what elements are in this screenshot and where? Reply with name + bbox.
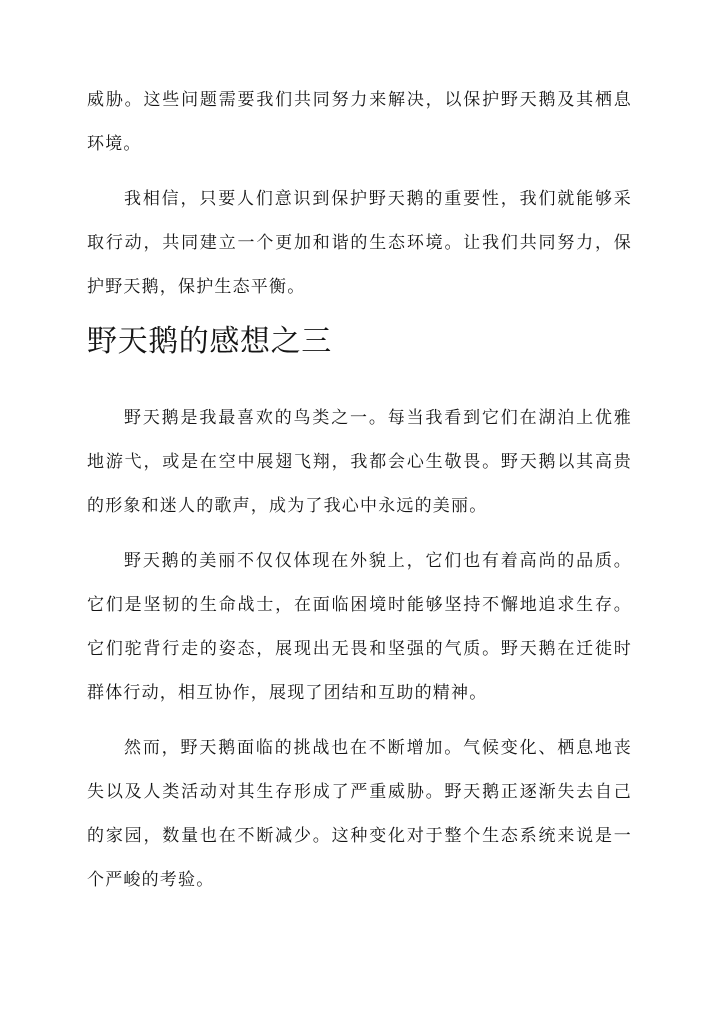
- paragraph: [87, 539, 632, 715]
- text-line: 失以及人类活动对其生存形成了严重威胁。野天鹅正逐渐失去自己: [87, 782, 632, 802]
- text-line: 取行动，共同建立一个更加和谐的生态环境。让我们共同努力，保: [87, 233, 632, 253]
- text-line: 它们是坚韧的生命战士，在面临困境时能够坚持不懈地追求生存。: [87, 595, 632, 615]
- section-heading: 野天鹅的感想之三: [87, 324, 332, 359]
- text-line: 威胁。这些问题需要我们共同努力来解决，以保护野天鹅及其栖息: [87, 90, 632, 110]
- text-line: 我相信，只要人们意识到保护野天鹅的重要性，我们就能够采: [124, 189, 632, 209]
- paragraph: [87, 396, 632, 528]
- text-line: 个严峻的考验。: [87, 870, 215, 890]
- text-line: 野天鹅是我最喜欢的鸟类之一。每当我看到它们在湖泊上优雅: [124, 408, 632, 428]
- paragraph: [87, 726, 632, 902]
- document-page: [87, 78, 632, 913]
- text-line: 然而，野天鹅面临的挑战也在不断增加。气候变化、栖息地丧: [124, 738, 632, 758]
- paragraph: [87, 177, 632, 309]
- text-line: 护野天鹅，保护生态平衡。: [87, 277, 306, 297]
- text-line: 群体行动，相互协作，展现了团结和互助的精神。: [87, 683, 488, 703]
- text-line: 野天鹅的美丽不仅仅体现在外貌上，它们也有着高尚的品质。: [124, 551, 632, 571]
- text-line: 的家园，数量也在不断减少。这种变化对于整个生态系统来说是一: [87, 826, 632, 846]
- text-line: 地游弋，或是在空中展翅飞翔，我都会心生敬畏。野天鹅以其高贵: [87, 452, 632, 472]
- text-line: 环境。: [87, 134, 142, 154]
- paragraph: [87, 78, 632, 166]
- text-line: 它们驼背行走的姿态，展现出无畏和坚强的气质。野天鹅在迁徙时: [87, 639, 632, 659]
- text-line: 的形象和迷人的歌声，成为了我心中永远的美丽。: [87, 496, 488, 516]
